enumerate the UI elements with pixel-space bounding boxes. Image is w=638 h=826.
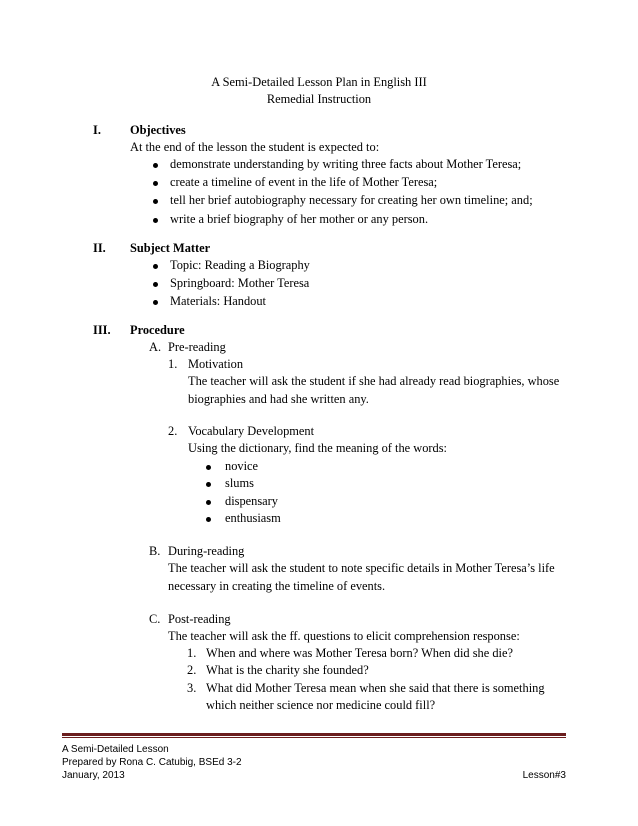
bullet-icon [206,500,211,505]
footer-rule-thin [62,737,566,738]
section-numeral-procedure: III. [93,323,111,337]
section-numeral-subject-matter: II. [93,241,106,255]
motivation-title: Motivation [188,357,244,371]
bullet-icon [153,264,158,269]
sub-label-during-reading: B. [149,544,161,558]
objective-item: demonstrate understanding by writing three facts about Mother Teresa; [170,157,522,171]
question-text: What is the charity she founded? [206,663,369,677]
bullet-icon [153,218,158,223]
vocabulary-word: slums [225,476,254,490]
section-numeral-objectives: I. [93,123,101,137]
vocabulary-text: Using the dictionary, find the meaning of the words: [188,441,447,455]
section-heading-procedure: Procedure [130,323,185,337]
subject-item: Springboard: Mother Teresa [170,276,310,290]
question-text: When and where was Mother Teresa born? When did she die? [206,646,513,660]
post-reading-text: The teacher will ask the ff. questions to elicit comprehension response: [168,629,520,643]
objective-item: write a brief biography of her mother or any person. [170,212,429,226]
vocabulary-word: dispensary [225,494,278,508]
subject-item: Materials: Handout [170,294,267,308]
bullet-icon [153,300,158,305]
footer-date: January, 2013 [62,770,125,781]
vocabulary-word: enthusiasm [225,511,281,525]
footer-author: Prepared by Rona C. Catubig, BSEd 3-2 [62,757,242,768]
subject-item: Topic: Reading a Biography [170,258,310,272]
objectives-intro: At the end of the lesson the student is expected to: [130,140,380,154]
document-title: A Semi-Detailed Lesson Plan in English III [211,75,427,89]
question-number: 1. [187,646,197,660]
section-heading-objectives: Objectives [130,123,186,137]
motivation-text: The teacher will ask the student if she had already read biographies, whose [188,374,560,388]
during-reading-text: The teacher will ask the student to note specific details in Mother Teresa’s life [168,561,555,575]
sub-title-pre-reading: Pre-reading [168,340,226,354]
objective-item: create a timeline of event in the life of Mother Teresa; [170,175,438,189]
bullet-icon [153,199,158,204]
question-number: 3. [187,681,197,695]
bullet-icon [153,163,158,168]
vocabulary-title: Vocabulary Development [188,424,315,438]
vocabulary-word: novice [225,459,259,473]
vocabulary-number: 2. [168,424,178,438]
sub-title-during-reading: During-reading [168,544,245,558]
objective-item: tell her brief autobiography necessary for creating her own timeline; and; [170,193,533,207]
footer-line: A Semi-Detailed Lesson [62,744,169,755]
footer-lesson-number: Lesson#3 [522,770,566,781]
sub-label-pre-reading: A. [149,340,162,354]
footer-rule [62,733,566,736]
sub-title-post-reading: Post-reading [168,612,231,626]
bullet-icon [153,181,158,186]
question-text: What did Mother Teresa mean when she said that there is something [206,681,545,695]
bullet-icon [206,482,211,487]
motivation-number: 1. [168,357,178,371]
section-heading-subject-matter: Subject Matter [130,241,211,255]
bullet-icon [206,517,211,522]
question-number: 2. [187,663,197,677]
during-reading-text: necessary in creating the timeline of events. [168,579,386,593]
question-text: which neither science nor medicine could fill? [206,698,436,712]
document-subtitle: Remedial Instruction [266,92,372,106]
motivation-text: biographies and had she written any. [188,392,369,406]
bullet-icon [206,465,211,470]
sub-label-post-reading: C. [149,612,161,626]
bullet-icon [153,282,158,287]
